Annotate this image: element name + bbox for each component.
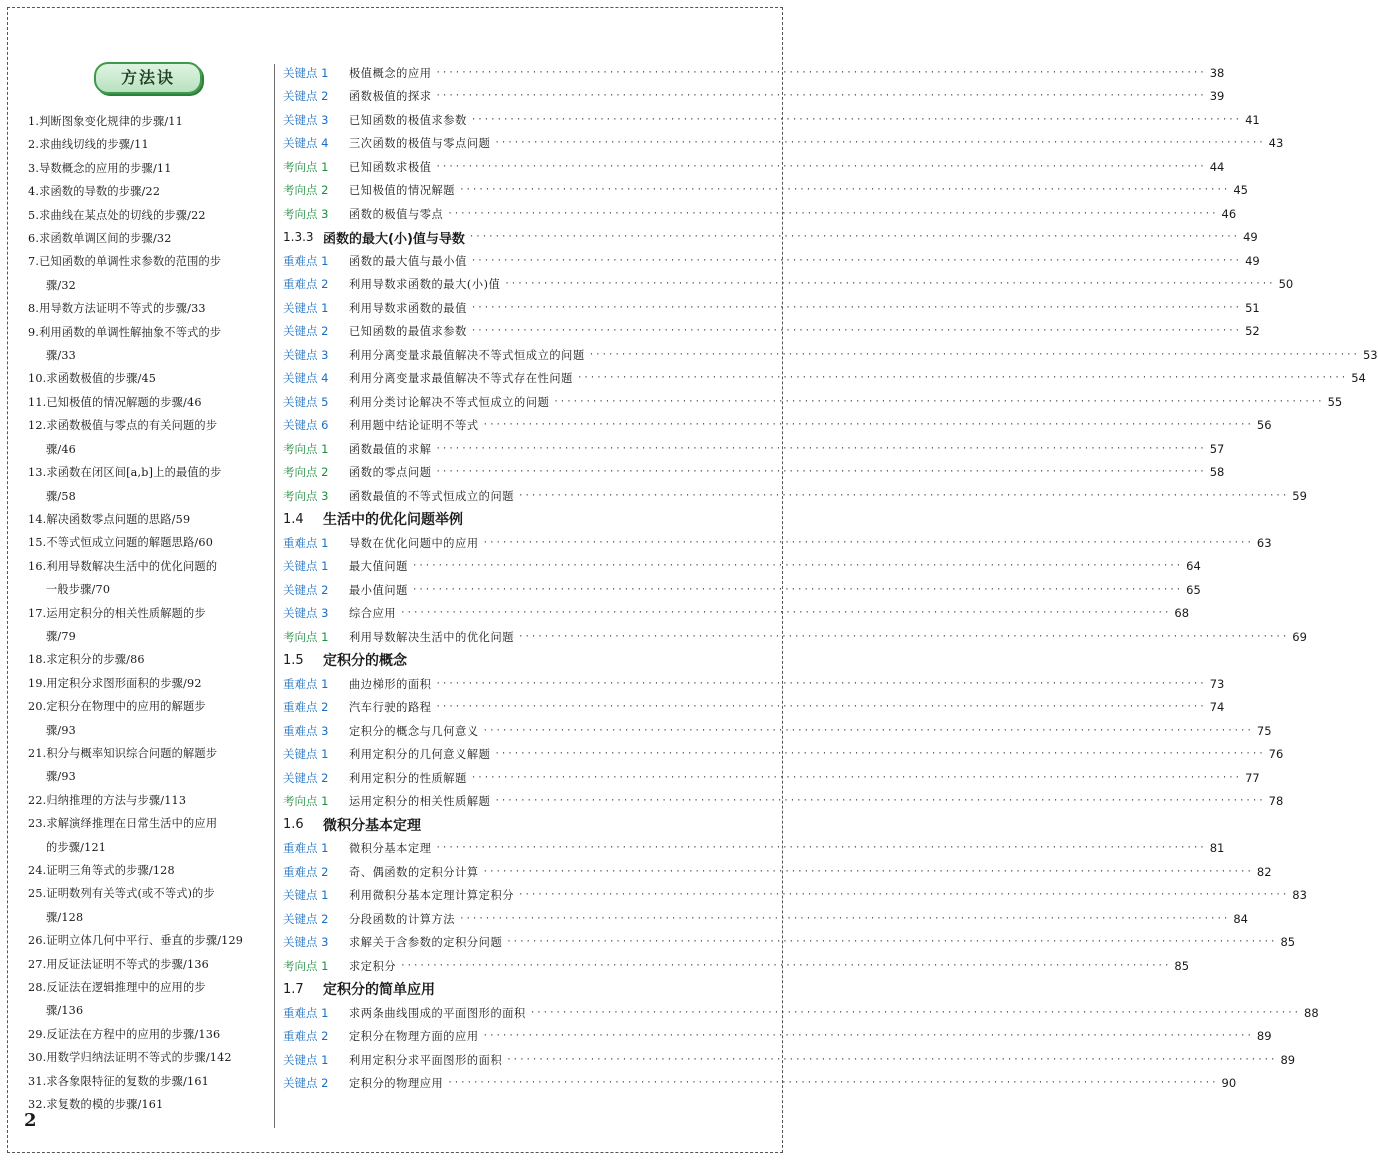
method-item	[28, 204, 268, 227]
toc-title: 利用定积分的几何意义解题	[349, 748, 491, 762]
dot-leader: ························································································································	[518, 890, 1289, 901]
section-number: 1.7	[283, 981, 304, 997]
dot-leader: ························································································································	[470, 772, 1242, 783]
toc-entry[interactable]	[283, 1025, 1272, 1049]
dot-leader: ························································································································	[494, 749, 1265, 760]
method-item	[28, 227, 268, 250]
method-item	[28, 531, 268, 554]
method-item	[28, 648, 268, 671]
toc-tag: 重难点 2	[283, 277, 329, 292]
section-title: 微积分基本定理	[323, 817, 421, 834]
toc-page-number: 53	[1362, 347, 1378, 362]
dot-leader: ························································································································	[435, 91, 1206, 102]
table-of-contents	[283, 61, 1378, 1095]
toc-tag: 考向点 1	[283, 159, 329, 174]
toc-title: 运用定积分的相关性质解题	[349, 795, 491, 809]
method-item-text: 30.用数学归纳法证明不等式的步骤/142	[28, 1051, 232, 1065]
dot-leader: ························································································································	[459, 185, 1230, 196]
toc-tag: 考向点 1	[283, 441, 329, 456]
toc-tag: 关键点 3	[283, 606, 329, 621]
toc-page-number: 69	[1292, 629, 1307, 644]
method-item-text: 10.求函数极值的步骤/45	[28, 372, 157, 386]
toc-tag: 关键点 2	[283, 89, 329, 104]
toc-entry[interactable]	[283, 860, 1272, 884]
toc-page-number: 56	[1256, 418, 1272, 433]
toc-page-number: 38	[1209, 65, 1225, 80]
method-item-text: 29.反证法在方程中的应用的步骤/136	[28, 1027, 221, 1041]
toc-entry[interactable]	[283, 320, 1260, 344]
dot-leader: ························································································································	[470, 302, 1242, 313]
toc-title: 已知函数的最值求参数	[349, 325, 467, 339]
method-item-text: 23.求解演绎推理在日常生活中的应用	[28, 817, 218, 831]
toc-entry[interactable]	[283, 696, 1225, 720]
toc-title: 已知函数求极值	[349, 160, 432, 174]
method-item-continuation: 骤/128	[46, 910, 84, 924]
toc-title: 函数最值的求解	[349, 442, 432, 456]
toc-page-number: 89	[1280, 1052, 1296, 1067]
toc-title: 求两条曲线围成的平面图形的面积	[349, 1006, 526, 1020]
toc-page-number: 75	[1256, 723, 1272, 738]
toc-page-number: 74	[1209, 700, 1225, 715]
toc-page-number: 89	[1256, 1029, 1272, 1044]
method-item-text: 20.定积分在物理中的应用的解题步	[28, 700, 206, 714]
toc-page-number: 90	[1221, 1076, 1237, 1091]
toc-title: 函数的零点问题	[349, 466, 432, 480]
toc-tag: 关键点 2	[283, 324, 329, 339]
method-item-continuation: 骤/79	[46, 629, 76, 643]
method-item	[28, 297, 268, 320]
toc-entry[interactable]	[283, 343, 1378, 367]
toc-title: 奇、偶函数的定积分计算	[349, 865, 479, 879]
method-item	[28, 929, 268, 952]
section-title: 定积分的概念	[323, 653, 407, 670]
toc-title: 分段函数的计算方法	[349, 912, 456, 926]
method-item-text: 27.用反证法证明不等式的步骤/136	[28, 957, 209, 971]
method-item	[28, 1070, 268, 1093]
toc-title: 利用导数解决生活中的优化问题	[349, 630, 515, 644]
toc-entry[interactable]	[283, 249, 1260, 273]
dot-leader: ························································································································	[447, 208, 1218, 219]
toc-entry[interactable]	[283, 743, 1284, 767]
method-item	[28, 672, 268, 695]
toc-page-number: 46	[1221, 206, 1237, 221]
toc-tag: 考向点 2	[283, 465, 329, 480]
toc-title: 极值概念的应用	[349, 66, 432, 80]
method-item-text: 1.判断图象变化规律的步骤/11	[28, 115, 183, 128]
toc-entry[interactable]	[283, 555, 1201, 579]
method-item-continuation: 骤/58	[46, 489, 76, 503]
toc-tag: 关键点 1	[283, 1052, 329, 1067]
section-title: 生活中的优化问题举例	[323, 512, 463, 529]
method-item-text: 13.求函数在闭区间[a,b]上的最值的步	[28, 466, 222, 480]
toc-title: 利用分离变量求最值解决不等式恒成立的问题	[349, 348, 585, 362]
dot-leader: ························································································································	[518, 631, 1289, 642]
toc-tag: 考向点 2	[283, 183, 329, 198]
toc-page-number: 45	[1233, 183, 1248, 198]
toc-entry[interactable]	[283, 931, 1296, 955]
method-item	[28, 555, 268, 602]
dot-leader: ························································································································	[468, 232, 1240, 243]
toc-page-number: 73	[1209, 676, 1225, 691]
dot-leader: ························································································································	[482, 866, 1253, 877]
dot-leader: ························································································································	[435, 843, 1206, 854]
toc-tag: 考向点 1	[283, 794, 329, 809]
toc-tag: 关键点 1	[283, 747, 329, 762]
toc-entry[interactable]	[283, 790, 1284, 814]
toc-tag: 关键点 4	[283, 136, 329, 151]
method-item-continuation: 一般步骤/70	[46, 583, 111, 597]
method-item-text: 28.反证法在逻辑推理中的应用的步	[28, 981, 206, 995]
toc-entry[interactable]	[283, 390, 1343, 414]
method-item	[28, 508, 268, 531]
toc-tag: 关键点 3	[283, 935, 329, 950]
method-item-text: 24.证明三角等式的步骤/128	[28, 864, 175, 877]
toc-tag: 重难点 1	[283, 676, 329, 691]
toc-tag: 重难点 1	[283, 1005, 329, 1020]
column-divider	[274, 64, 275, 1128]
method-item	[28, 976, 268, 1023]
method-item	[28, 321, 268, 368]
toc-title: 定积分的概念与几何意义	[349, 724, 479, 738]
toc-title: 函数极值的探求	[349, 90, 432, 104]
method-item-text: 8.用导数方法证明不等式的步骤/33	[28, 302, 206, 316]
toc-page-number: 54	[1351, 371, 1366, 386]
method-item-text: 26.证明立体几何中平行、垂直的步骤/129	[28, 934, 244, 948]
method-item-continuation: 骤/93	[46, 723, 76, 737]
method-item-text: 12.求函数极值与零点的有关问题的步	[28, 419, 218, 433]
section-number: 1.3.3	[283, 230, 314, 245]
toc-entry[interactable]	[283, 85, 1225, 109]
toc-title: 三次函数的极值与零点问题	[349, 137, 491, 151]
toc-entry[interactable]	[283, 766, 1260, 790]
toc-entry[interactable]	[283, 1048, 1296, 1072]
toc-tag: 考向点 3	[283, 206, 329, 221]
toc-section-heading[interactable]	[283, 813, 763, 837]
toc-page-number: 77	[1245, 770, 1260, 785]
section-number: 1.5	[283, 652, 304, 668]
method-item	[28, 1023, 268, 1046]
method-item	[28, 859, 268, 882]
dot-leader: ························································································································	[588, 349, 1359, 360]
toc-entry[interactable]	[283, 202, 1237, 226]
toc-page-number: 68	[1174, 606, 1190, 621]
method-item-continuation: 骤/46	[46, 442, 76, 456]
method-item	[28, 602, 268, 649]
toc-entry[interactable]	[283, 296, 1260, 320]
toc-tag: 关键点 5	[283, 394, 329, 409]
dot-leader: ························································································································	[411, 584, 1183, 595]
method-item-text: 9.利用函数的单调性解抽象不等式的步	[28, 325, 222, 339]
toc-title: 利用定积分求平面图形的面积	[349, 1053, 503, 1067]
dot-leader: ························································································································	[470, 326, 1242, 337]
method-item-continuation: 骤/32	[46, 278, 76, 292]
toc-page-number: 85	[1280, 935, 1296, 950]
dot-leader: ························································································································	[553, 396, 1324, 407]
toc-page-number: 81	[1209, 841, 1225, 856]
dot-leader: ························································································································	[435, 678, 1206, 689]
method-item	[28, 367, 268, 390]
toc-title: 利用题中结论证明不等式	[349, 419, 479, 433]
toc-tag: 关键点 2	[283, 1076, 329, 1091]
toc-title: 利用微积分基本定理计算定积分	[349, 889, 515, 903]
method-item-text: 15.不等式恒成立问题的解题思路/60	[28, 536, 214, 550]
method-item-text: 14.解决函数零点问题的思路/59	[28, 512, 191, 526]
method-item-text: 2.求曲线切线的步骤/11	[28, 138, 149, 152]
method-item	[28, 133, 268, 156]
toc-page-number: 82	[1256, 864, 1272, 879]
toc-page-number: 57	[1209, 441, 1225, 456]
toc-page-number: 84	[1233, 911, 1248, 926]
dot-leader: ························································································································	[411, 561, 1183, 572]
method-item-text: 31.求各象限特征的复数的步骤/161	[28, 1074, 209, 1088]
method-item-text: 4.求函数的导数的步骤/22	[28, 185, 161, 199]
method-item	[28, 695, 268, 742]
toc-tag: 关键点 1	[283, 65, 329, 80]
toc-tag: 重难点 1	[283, 535, 329, 550]
toc-title: 求定积分	[349, 959, 397, 973]
toc-tag: 关键点 1	[283, 559, 329, 574]
toc-tag: 关键点 4	[283, 371, 329, 386]
method-item	[28, 157, 268, 180]
dot-leader: ························································································································	[447, 1078, 1218, 1089]
toc-tag: 重难点 1	[283, 841, 329, 856]
dot-leader: ························································································································	[504, 279, 1275, 290]
method-item	[28, 1046, 268, 1069]
toc-title: 综合应用	[349, 607, 397, 621]
toc-tag: 关键点 2	[283, 911, 329, 926]
section-number: 1.4	[283, 511, 304, 527]
method-item	[28, 180, 268, 203]
toc-title: 利用分离变量求最值解决不等式存在性问题	[349, 372, 573, 386]
method-item-text: 19.用定积分求图形面积的步骤/92	[28, 676, 202, 690]
method-item-text: 32.求复数的模的步骤/161	[28, 1098, 164, 1112]
toc-entry[interactable]	[283, 437, 1225, 461]
toc-title: 利用定积分的性质解题	[349, 771, 467, 785]
toc-tag: 关键点 6	[283, 418, 329, 433]
toc-entry[interactable]	[283, 884, 1307, 908]
method-item	[28, 110, 268, 133]
toc-page-number: 50	[1278, 277, 1294, 292]
toc-title: 利用导数求函数的最值	[349, 301, 467, 315]
toc-entry[interactable]	[283, 367, 1366, 391]
toc-page-number: 39	[1209, 89, 1225, 104]
method-badge: 方法诀	[94, 62, 202, 94]
method-item-text: 7.已知函数的单调性求参数的范围的步	[28, 255, 222, 269]
dot-leader: ························································································································	[506, 937, 1277, 948]
toc-page-number: 78	[1268, 794, 1284, 809]
method-item	[28, 391, 268, 414]
toc-tag: 考向点 1	[283, 629, 329, 644]
toc-tag: 关键点 3	[283, 112, 329, 127]
toc-entry[interactable]	[283, 1001, 1319, 1025]
toc-title: 函数的极值与零点	[349, 207, 444, 221]
page-number: 2	[24, 1110, 37, 1131]
toc-entry[interactable]	[283, 414, 1272, 438]
dot-leader: ························································································································	[482, 537, 1253, 548]
method-item-text: 22.归纳推理的方法与步骤/113	[28, 793, 187, 807]
toc-tag: 考向点 1	[283, 958, 329, 973]
dot-leader: ························································································································	[506, 1054, 1277, 1065]
toc-tag: 考向点 3	[283, 488, 329, 503]
toc-page-number: 44	[1209, 159, 1225, 174]
toc-section-heading[interactable]	[283, 978, 763, 1002]
toc-page-number: 58	[1209, 465, 1225, 480]
toc-entry[interactable]	[283, 273, 1294, 297]
toc-page-number: 52	[1245, 324, 1260, 339]
toc-title: 函数最值的不等式恒成立的问题	[349, 489, 515, 503]
toc-entry[interactable]	[283, 625, 1307, 649]
toc-tag: 重难点 2	[283, 864, 329, 879]
section-title: 函数的最大(小)值与导数	[323, 231, 465, 247]
method-item-continuation: 骤/33	[46, 349, 76, 363]
toc-title: 已知函数的极值求参数	[349, 113, 467, 127]
toc-entry[interactable]	[283, 1072, 1237, 1096]
dot-leader: ························································································································	[459, 913, 1230, 924]
toc-entry[interactable]	[283, 907, 1248, 931]
toc-page-number: 63	[1256, 535, 1272, 550]
toc-page-number: 49	[1243, 230, 1258, 245]
dot-leader: ························································································································	[482, 420, 1253, 431]
toc-page-number: 55	[1327, 394, 1343, 409]
dot-leader: ························································································································	[529, 1007, 1301, 1018]
toc-section-heading[interactable]	[283, 226, 1258, 250]
method-item-continuation: 骤/136	[46, 1004, 84, 1018]
toc-tag: 重难点 2	[283, 700, 329, 715]
dot-leader: ························································································································	[482, 1031, 1253, 1042]
method-item	[28, 1093, 268, 1116]
method-item-text: 21.积分与概率知识综合问题的解题步	[28, 746, 218, 760]
toc-tag: 关键点 1	[283, 888, 329, 903]
toc-page-number: 59	[1292, 488, 1307, 503]
toc-page-number: 85	[1174, 958, 1190, 973]
dot-leader: ························································································································	[470, 114, 1242, 125]
toc-title: 求解关于含参数的定积分问题	[349, 936, 503, 950]
toc-title: 最小值问题	[349, 583, 408, 597]
section-title: 定积分的简单应用	[323, 982, 435, 999]
toc-tag: 关键点 2	[283, 770, 329, 785]
method-item-text: 25.证明数列有关等式(或不等式)的步	[28, 887, 215, 901]
toc-entry[interactable]	[283, 954, 1190, 978]
dot-leader: ························································································································	[494, 796, 1265, 807]
toc-entry[interactable]	[283, 155, 1225, 179]
dot-leader: ························································································································	[435, 467, 1206, 478]
toc-page-number: 41	[1245, 112, 1260, 127]
toc-title: 汽车行驶的路程	[349, 701, 432, 715]
toc-entry[interactable]	[283, 461, 1225, 485]
toc-title: 利用分类讨论解决不等式恒成立的问题	[349, 395, 550, 409]
toc-section-heading[interactable]	[283, 649, 763, 673]
toc-entry[interactable]	[283, 719, 1272, 743]
toc-entry[interactable]	[283, 484, 1307, 508]
dot-leader: ························································································································	[435, 161, 1206, 172]
dot-leader: ························································································································	[435, 443, 1206, 454]
dot-leader: ························································································································	[435, 67, 1206, 78]
dot-leader: ························································································································	[518, 490, 1289, 501]
method-item-text: 11.已知极值的情况解题的步骤/46	[28, 395, 202, 409]
method-item	[28, 414, 268, 461]
toc-entry[interactable]	[283, 531, 1272, 555]
method-item-text: 3.导数概念的应用的步骤/11	[28, 161, 172, 175]
toc-title: 已知极值的情况解题	[349, 184, 456, 198]
method-list	[28, 110, 268, 1116]
toc-title: 利用导数求函数的最大(小)值	[349, 278, 501, 292]
toc-tag: 重难点 1	[283, 253, 329, 268]
method-item-text: 5.求曲线在某点处的切线的步骤/22	[28, 208, 206, 222]
toc-entry[interactable]	[283, 672, 1225, 696]
toc-entry[interactable]	[283, 837, 1225, 861]
method-column	[28, 62, 268, 1116]
toc-title: 函数的最大值与最小值	[349, 254, 467, 268]
method-item	[28, 953, 268, 976]
toc-tag: 重难点 3	[283, 723, 329, 738]
toc-page-number: 83	[1292, 888, 1307, 903]
method-item-text: 16.利用导数解决生活中的优化问题的	[28, 559, 218, 573]
toc-page-number: 43	[1268, 136, 1284, 151]
method-item-continuation: 骤/93	[46, 770, 76, 784]
toc-title: 微积分基本定理	[349, 842, 432, 856]
method-item-text: 17.运用定积分的相关性质解题的步	[28, 606, 206, 620]
method-item	[28, 742, 268, 789]
dot-leader: ························································································································	[400, 608, 1171, 619]
dot-leader: ························································································································	[470, 255, 1242, 266]
toc-entry[interactable]	[283, 61, 1225, 85]
toc-tag: 关键点 3	[283, 347, 329, 362]
toc-tag: 关键点 1	[283, 300, 329, 315]
toc-section-heading[interactable]	[283, 508, 763, 532]
dot-leader: ························································································································	[435, 702, 1206, 713]
toc-page-number: 51	[1245, 300, 1260, 315]
method-item	[28, 789, 268, 812]
toc-tag: 重难点 2	[283, 1029, 329, 1044]
toc-page-number: 76	[1268, 747, 1284, 762]
toc-entry[interactable]	[283, 132, 1284, 156]
method-item	[28, 812, 268, 859]
toc-entry[interactable]	[283, 108, 1260, 132]
dot-leader: ························································································································	[576, 373, 1348, 384]
toc-entry[interactable]	[283, 578, 1201, 602]
method-item	[28, 461, 268, 508]
section-number: 1.6	[283, 817, 304, 833]
toc-entry[interactable]	[283, 179, 1248, 203]
toc-title: 最大值问题	[349, 560, 408, 574]
toc-title: 曲边梯形的面积	[349, 677, 432, 691]
toc-page-number: 64	[1186, 559, 1201, 574]
method-item-text: 6.求函数单调区间的步骤/32	[28, 232, 172, 246]
method-item	[28, 882, 268, 929]
toc-title: 定积分的物理应用	[349, 1077, 444, 1091]
method-item-text: 18.求定积分的步骤/86	[28, 653, 145, 667]
toc-entry[interactable]	[283, 602, 1190, 626]
toc-tag: 关键点 2	[283, 582, 329, 597]
method-item-continuation: 的步骤/121	[46, 840, 107, 854]
dot-leader: ························································································································	[482, 725, 1253, 736]
toc-page-number: 88	[1304, 1005, 1319, 1020]
dot-leader: ························································································································	[400, 960, 1171, 971]
toc-title: 定积分在物理方面的应用	[349, 1030, 479, 1044]
method-item	[28, 250, 268, 297]
dot-leader: ························································································································	[494, 138, 1265, 149]
toc-page-number: 65	[1186, 582, 1201, 597]
toc-page-number: 49	[1245, 253, 1260, 268]
toc-title: 导数在优化问题中的应用	[349, 536, 479, 550]
